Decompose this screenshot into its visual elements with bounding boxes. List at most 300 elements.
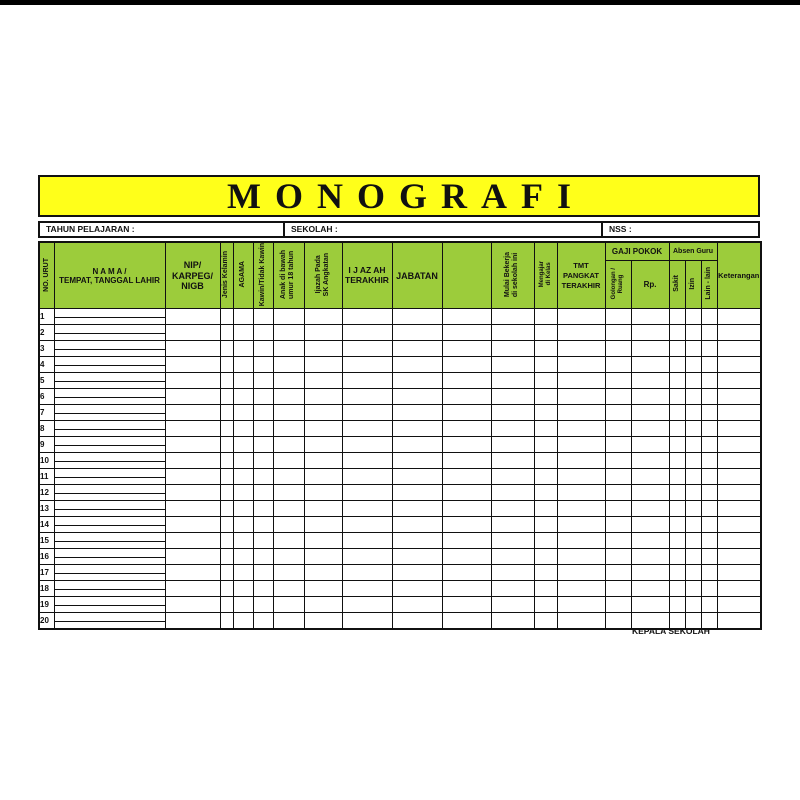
data-cell[interactable] <box>717 389 761 405</box>
data-cell[interactable] <box>557 517 605 533</box>
name-cell[interactable] <box>54 389 165 405</box>
data-cell[interactable] <box>442 565 491 581</box>
data-cell[interactable] <box>534 389 557 405</box>
data-cell[interactable] <box>701 517 717 533</box>
data-cell[interactable] <box>342 517 392 533</box>
data-cell[interactable] <box>669 373 685 389</box>
name-cell[interactable] <box>54 357 165 373</box>
data-cell[interactable] <box>220 533 233 549</box>
data-cell[interactable] <box>304 485 342 501</box>
data-cell[interactable] <box>631 501 669 517</box>
data-cell[interactable] <box>165 357 220 373</box>
data-cell[interactable] <box>342 565 392 581</box>
data-cell[interactable] <box>304 373 342 389</box>
data-cell[interactable] <box>342 437 392 453</box>
data-cell[interactable] <box>442 597 491 613</box>
data-cell[interactable] <box>273 613 304 629</box>
data-cell[interactable] <box>304 453 342 469</box>
data-cell[interactable] <box>557 405 605 421</box>
data-cell[interactable] <box>233 453 253 469</box>
data-cell[interactable] <box>273 453 304 469</box>
data-cell[interactable] <box>669 565 685 581</box>
data-cell[interactable] <box>631 389 669 405</box>
data-cell[interactable] <box>631 437 669 453</box>
name-cell[interactable] <box>54 405 165 421</box>
data-cell[interactable] <box>669 533 685 549</box>
data-cell[interactable] <box>392 517 442 533</box>
data-cell[interactable] <box>557 533 605 549</box>
data-cell[interactable] <box>534 405 557 421</box>
data-cell[interactable] <box>631 421 669 437</box>
data-cell[interactable] <box>220 309 233 325</box>
data-cell[interactable] <box>233 421 253 437</box>
data-cell[interactable] <box>491 421 534 437</box>
data-cell[interactable] <box>442 421 491 437</box>
data-cell[interactable] <box>669 389 685 405</box>
data-cell[interactable] <box>534 549 557 565</box>
data-cell[interactable] <box>253 453 273 469</box>
data-cell[interactable] <box>165 309 220 325</box>
data-cell[interactable] <box>165 341 220 357</box>
data-cell[interactable] <box>220 437 233 453</box>
data-cell[interactable] <box>557 485 605 501</box>
data-cell[interactable] <box>701 357 717 373</box>
data-cell[interactable] <box>273 405 304 421</box>
data-cell[interactable] <box>442 613 491 629</box>
data-cell[interactable] <box>669 501 685 517</box>
data-cell[interactable] <box>304 309 342 325</box>
data-cell[interactable] <box>342 597 392 613</box>
name-cell[interactable] <box>54 373 165 389</box>
data-cell[interactable] <box>304 533 342 549</box>
data-cell[interactable] <box>165 469 220 485</box>
data-cell[interactable] <box>534 421 557 437</box>
data-cell[interactable] <box>685 565 701 581</box>
data-cell[interactable] <box>233 469 253 485</box>
data-cell[interactable] <box>442 405 491 421</box>
data-cell[interactable] <box>342 309 392 325</box>
data-cell[interactable] <box>253 533 273 549</box>
data-cell[interactable] <box>220 469 233 485</box>
data-cell[interactable] <box>273 517 304 533</box>
data-cell[interactable] <box>701 373 717 389</box>
data-cell[interactable] <box>342 533 392 549</box>
data-cell[interactable] <box>557 549 605 565</box>
data-cell[interactable] <box>392 469 442 485</box>
data-cell[interactable] <box>631 325 669 341</box>
data-cell[interactable] <box>701 341 717 357</box>
data-cell[interactable] <box>631 357 669 373</box>
data-cell[interactable] <box>534 581 557 597</box>
data-cell[interactable] <box>253 517 273 533</box>
data-cell[interactable] <box>491 389 534 405</box>
data-cell[interactable] <box>717 453 761 469</box>
data-cell[interactable] <box>717 437 761 453</box>
data-cell[interactable] <box>631 469 669 485</box>
data-cell[interactable] <box>253 597 273 613</box>
data-cell[interactable] <box>669 405 685 421</box>
data-cell[interactable] <box>631 453 669 469</box>
data-cell[interactable] <box>717 501 761 517</box>
data-cell[interactable] <box>273 421 304 437</box>
data-cell[interactable] <box>631 533 669 549</box>
name-cell[interactable] <box>54 581 165 597</box>
data-cell[interactable] <box>717 581 761 597</box>
data-cell[interactable] <box>701 533 717 549</box>
data-cell[interactable] <box>304 389 342 405</box>
data-cell[interactable] <box>442 549 491 565</box>
data-cell[interactable] <box>342 549 392 565</box>
data-cell[interactable] <box>605 357 631 373</box>
data-cell[interactable] <box>631 309 669 325</box>
name-cell[interactable] <box>54 453 165 469</box>
data-cell[interactable] <box>701 389 717 405</box>
data-cell[interactable] <box>392 325 442 341</box>
data-cell[interactable] <box>233 549 253 565</box>
data-cell[interactable] <box>273 581 304 597</box>
data-cell[interactable] <box>304 437 342 453</box>
data-cell[interactable] <box>491 325 534 341</box>
data-cell[interactable] <box>392 437 442 453</box>
data-cell[interactable] <box>534 341 557 357</box>
data-cell[interactable] <box>233 597 253 613</box>
data-cell[interactable] <box>165 565 220 581</box>
data-cell[interactable] <box>717 549 761 565</box>
data-cell[interactable] <box>273 357 304 373</box>
data-cell[interactable] <box>717 341 761 357</box>
data-cell[interactable] <box>392 597 442 613</box>
data-cell[interactable] <box>342 485 392 501</box>
data-cell[interactable] <box>273 469 304 485</box>
data-cell[interactable] <box>342 581 392 597</box>
data-cell[interactable] <box>273 549 304 565</box>
data-cell[interactable] <box>557 469 605 485</box>
data-cell[interactable] <box>273 341 304 357</box>
data-cell[interactable] <box>685 469 701 485</box>
data-cell[interactable] <box>220 501 233 517</box>
data-cell[interactable] <box>273 309 304 325</box>
data-cell[interactable] <box>165 389 220 405</box>
data-cell[interactable] <box>701 453 717 469</box>
data-cell[interactable] <box>442 325 491 341</box>
data-cell[interactable] <box>491 549 534 565</box>
data-cell[interactable] <box>253 309 273 325</box>
data-cell[interactable] <box>220 405 233 421</box>
data-cell[interactable] <box>557 565 605 581</box>
data-cell[interactable] <box>631 549 669 565</box>
data-cell[interactable] <box>253 469 273 485</box>
data-cell[interactable] <box>165 373 220 389</box>
data-cell[interactable] <box>685 517 701 533</box>
data-cell[interactable] <box>605 421 631 437</box>
nss-field[interactable]: NSS : <box>609 224 632 234</box>
data-cell[interactable] <box>685 501 701 517</box>
data-cell[interactable] <box>605 613 631 629</box>
data-cell[interactable] <box>557 357 605 373</box>
data-cell[interactable] <box>605 501 631 517</box>
data-cell[interactable] <box>605 341 631 357</box>
data-cell[interactable] <box>304 421 342 437</box>
data-cell[interactable] <box>605 437 631 453</box>
data-cell[interactable] <box>392 389 442 405</box>
data-cell[interactable] <box>442 373 491 389</box>
data-cell[interactable] <box>605 485 631 501</box>
data-cell[interactable] <box>685 405 701 421</box>
name-cell[interactable] <box>54 341 165 357</box>
data-cell[interactable] <box>491 597 534 613</box>
data-cell[interactable] <box>233 405 253 421</box>
data-cell[interactable] <box>442 341 491 357</box>
data-cell[interactable] <box>273 485 304 501</box>
data-cell[interactable] <box>342 469 392 485</box>
data-cell[interactable] <box>669 357 685 373</box>
data-cell[interactable] <box>605 565 631 581</box>
data-cell[interactable] <box>491 581 534 597</box>
data-cell[interactable] <box>233 485 253 501</box>
data-cell[interactable] <box>669 325 685 341</box>
data-cell[interactable] <box>304 597 342 613</box>
data-cell[interactable] <box>304 501 342 517</box>
data-cell[interactable] <box>605 453 631 469</box>
data-cell[interactable] <box>165 581 220 597</box>
data-cell[interactable] <box>669 437 685 453</box>
name-cell[interactable] <box>54 485 165 501</box>
data-cell[interactable] <box>253 485 273 501</box>
data-cell[interactable] <box>304 549 342 565</box>
data-cell[interactable] <box>605 405 631 421</box>
data-cell[interactable] <box>491 501 534 517</box>
data-cell[interactable] <box>220 613 233 629</box>
data-cell[interactable] <box>165 437 220 453</box>
data-cell[interactable] <box>342 357 392 373</box>
data-cell[interactable] <box>534 325 557 341</box>
data-cell[interactable] <box>253 357 273 373</box>
data-cell[interactable] <box>557 597 605 613</box>
data-cell[interactable] <box>605 533 631 549</box>
data-cell[interactable] <box>392 533 442 549</box>
data-cell[interactable] <box>392 341 442 357</box>
data-cell[interactable] <box>165 597 220 613</box>
data-cell[interactable] <box>717 405 761 421</box>
data-cell[interactable] <box>685 597 701 613</box>
data-cell[interactable] <box>253 325 273 341</box>
data-cell[interactable] <box>605 309 631 325</box>
data-cell[interactable] <box>605 581 631 597</box>
data-cell[interactable] <box>534 453 557 469</box>
data-cell[interactable] <box>685 437 701 453</box>
data-cell[interactable] <box>342 389 392 405</box>
data-cell[interactable] <box>605 469 631 485</box>
data-cell[interactable] <box>669 421 685 437</box>
data-cell[interactable] <box>304 325 342 341</box>
data-cell[interactable] <box>233 581 253 597</box>
data-cell[interactable] <box>631 597 669 613</box>
data-cell[interactable] <box>165 533 220 549</box>
data-cell[interactable] <box>557 501 605 517</box>
data-cell[interactable] <box>631 517 669 533</box>
data-cell[interactable] <box>220 581 233 597</box>
data-cell[interactable] <box>342 405 392 421</box>
data-cell[interactable] <box>233 373 253 389</box>
data-cell[interactable] <box>557 437 605 453</box>
data-cell[interactable] <box>605 517 631 533</box>
name-cell[interactable] <box>54 517 165 533</box>
data-cell[interactable] <box>304 613 342 629</box>
data-cell[interactable] <box>253 341 273 357</box>
data-cell[interactable] <box>304 357 342 373</box>
data-cell[interactable] <box>392 405 442 421</box>
data-cell[interactable] <box>304 469 342 485</box>
name-cell[interactable] <box>54 501 165 517</box>
data-cell[interactable] <box>534 597 557 613</box>
data-cell[interactable] <box>392 501 442 517</box>
data-cell[interactable] <box>557 581 605 597</box>
data-cell[interactable] <box>233 565 253 581</box>
data-cell[interactable] <box>557 613 605 629</box>
data-cell[interactable] <box>669 581 685 597</box>
data-cell[interactable] <box>701 485 717 501</box>
data-cell[interactable] <box>273 325 304 341</box>
data-cell[interactable] <box>534 517 557 533</box>
name-cell[interactable] <box>54 309 165 325</box>
data-cell[interactable] <box>491 373 534 389</box>
data-cell[interactable] <box>442 309 491 325</box>
data-cell[interactable] <box>165 453 220 469</box>
data-cell[interactable] <box>534 469 557 485</box>
data-cell[interactable] <box>392 421 442 437</box>
data-cell[interactable] <box>253 501 273 517</box>
data-cell[interactable] <box>442 469 491 485</box>
data-cell[interactable] <box>491 405 534 421</box>
data-cell[interactable] <box>491 565 534 581</box>
data-cell[interactable] <box>685 549 701 565</box>
name-cell[interactable] <box>54 533 165 549</box>
data-cell[interactable] <box>685 357 701 373</box>
data-cell[interactable] <box>701 405 717 421</box>
data-cell[interactable] <box>717 517 761 533</box>
data-cell[interactable] <box>392 581 442 597</box>
data-cell[interactable] <box>717 357 761 373</box>
data-cell[interactable] <box>220 373 233 389</box>
data-cell[interactable] <box>220 341 233 357</box>
data-cell[interactable] <box>442 389 491 405</box>
data-cell[interactable] <box>631 485 669 501</box>
data-cell[interactable] <box>701 581 717 597</box>
data-cell[interactable] <box>491 485 534 501</box>
tahun-pelajaran-field[interactable]: TAHUN PELAJARAN : <box>40 223 285 236</box>
data-cell[interactable] <box>273 437 304 453</box>
data-cell[interactable] <box>342 453 392 469</box>
data-cell[interactable] <box>342 373 392 389</box>
data-cell[interactable] <box>701 597 717 613</box>
data-cell[interactable] <box>304 341 342 357</box>
data-cell[interactable] <box>342 613 392 629</box>
data-cell[interactable] <box>491 437 534 453</box>
data-cell[interactable] <box>669 597 685 613</box>
data-cell[interactable] <box>253 373 273 389</box>
data-cell[interactable] <box>342 325 392 341</box>
data-cell[interactable] <box>165 485 220 501</box>
data-cell[interactable] <box>165 501 220 517</box>
data-cell[interactable] <box>304 565 342 581</box>
data-cell[interactable] <box>233 357 253 373</box>
data-cell[interactable] <box>685 421 701 437</box>
data-cell[interactable] <box>701 309 717 325</box>
data-cell[interactable] <box>669 453 685 469</box>
data-cell[interactable] <box>442 485 491 501</box>
data-cell[interactable] <box>273 533 304 549</box>
data-cell[interactable] <box>392 357 442 373</box>
data-cell[interactable] <box>701 549 717 565</box>
data-cell[interactable] <box>442 501 491 517</box>
data-cell[interactable] <box>253 613 273 629</box>
data-cell[interactable] <box>491 309 534 325</box>
name-cell[interactable] <box>54 613 165 629</box>
data-cell[interactable] <box>557 341 605 357</box>
data-cell[interactable] <box>534 565 557 581</box>
data-cell[interactable] <box>557 309 605 325</box>
data-cell[interactable] <box>220 421 233 437</box>
data-cell[interactable] <box>220 565 233 581</box>
data-cell[interactable] <box>253 565 273 581</box>
data-cell[interactable] <box>273 501 304 517</box>
data-cell[interactable] <box>165 517 220 533</box>
data-cell[interactable] <box>442 437 491 453</box>
data-cell[interactable] <box>631 405 669 421</box>
sekolah-field[interactable]: SEKOLAH : <box>285 223 603 236</box>
name-cell[interactable] <box>54 549 165 565</box>
data-cell[interactable] <box>557 453 605 469</box>
data-cell[interactable] <box>273 389 304 405</box>
data-cell[interactable] <box>342 421 392 437</box>
data-cell[interactable] <box>557 373 605 389</box>
data-cell[interactable] <box>701 565 717 581</box>
data-cell[interactable] <box>669 309 685 325</box>
data-cell[interactable] <box>304 581 342 597</box>
data-cell[interactable] <box>685 373 701 389</box>
data-cell[interactable] <box>392 485 442 501</box>
data-cell[interactable] <box>701 437 717 453</box>
data-cell[interactable] <box>442 357 491 373</box>
data-cell[interactable] <box>253 389 273 405</box>
data-cell[interactable] <box>605 325 631 341</box>
name-cell[interactable] <box>54 421 165 437</box>
data-cell[interactable] <box>304 405 342 421</box>
data-cell[interactable] <box>717 309 761 325</box>
data-cell[interactable] <box>392 565 442 581</box>
data-cell[interactable] <box>534 485 557 501</box>
data-cell[interactable] <box>685 309 701 325</box>
data-cell[interactable] <box>491 469 534 485</box>
data-cell[interactable] <box>165 325 220 341</box>
data-cell[interactable] <box>631 373 669 389</box>
data-cell[interactable] <box>631 581 669 597</box>
data-cell[interactable] <box>392 549 442 565</box>
data-cell[interactable] <box>605 549 631 565</box>
data-cell[interactable] <box>534 309 557 325</box>
data-cell[interactable] <box>534 501 557 517</box>
data-cell[interactable] <box>273 373 304 389</box>
data-cell[interactable] <box>717 421 761 437</box>
data-cell[interactable] <box>701 469 717 485</box>
data-cell[interactable] <box>685 341 701 357</box>
data-cell[interactable] <box>701 421 717 437</box>
data-cell[interactable] <box>534 533 557 549</box>
name-cell[interactable] <box>54 597 165 613</box>
data-cell[interactable] <box>717 325 761 341</box>
data-cell[interactable] <box>233 517 253 533</box>
data-cell[interactable] <box>669 517 685 533</box>
